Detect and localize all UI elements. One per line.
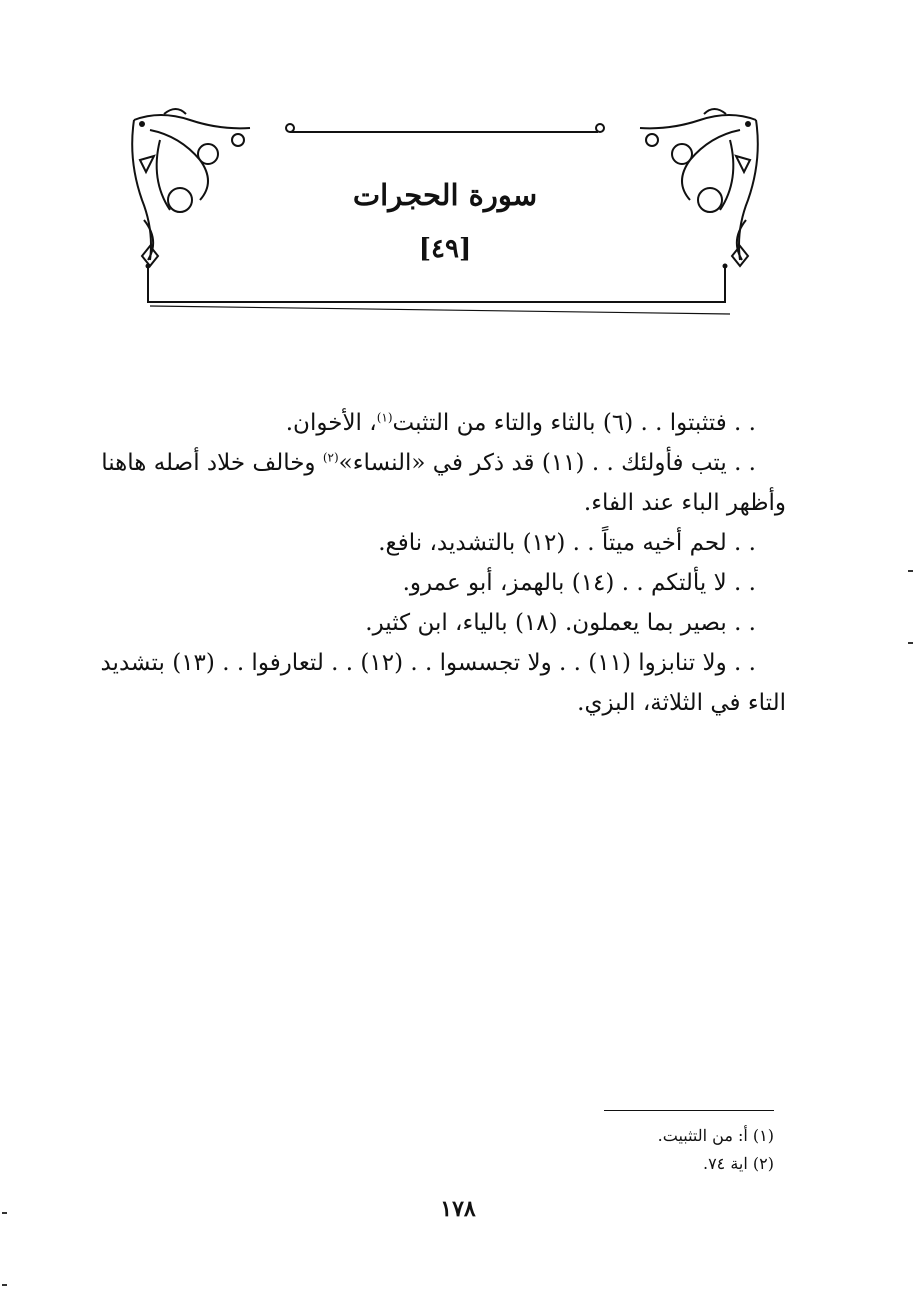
text-line (88, 683, 786, 723)
scan-mark (2, 1284, 7, 1286)
footnote-ref: (٢) (322, 450, 339, 465)
line-text: . . فتثبتوا . . (٦) بالثاء والتاء من التثبت (392, 410, 756, 436)
line-text: . . لا يألتكم . . (١٤) بالهمز، أبو عمرو. (402, 570, 756, 596)
scan-mark (908, 642, 913, 644)
footnote-ref: (١) (376, 410, 393, 425)
line-text: التاء في الثلاثة، البزي. (577, 690, 786, 716)
line-text: . . ولا تنابزوا (١١) . . ولا تجسسوا . . (١٢) . . لتعارفوا . . (١٣) بتشديد (100, 650, 756, 676)
line-text: وأظهر الباء عند الفاء. (583, 490, 786, 516)
ornamental-title-frame (120, 100, 770, 320)
line-text: . . يتب فأولئك . . (١١) قد ذكر في «النساء» (338, 450, 756, 476)
line-text: . . لحم أخيه ميتاً . . (١٢) بالتشديد، نافع. (378, 530, 756, 556)
line-text: وخالف خلاد أصله هاهنا (101, 450, 323, 476)
text-line (88, 603, 786, 643)
text-line (88, 483, 786, 523)
body-text (88, 403, 786, 723)
footnote-divider (604, 1110, 774, 1111)
line-text: ، الأخوان. (285, 410, 377, 436)
text-line (88, 563, 786, 603)
text-line (88, 523, 786, 563)
text-line (88, 403, 786, 443)
footnote-1: (١) أ: من التثبيت. (657, 1126, 774, 1145)
scan-mark (2, 1212, 7, 1214)
surah-number: [٤٩] (418, 234, 472, 264)
footnotes (580, 1122, 774, 1178)
surah-title: سورة الحجرات (352, 178, 538, 212)
scan-mark (908, 570, 913, 572)
line-text: . . بصير بما يعملون. (١٨) بالياء، ابن كثير. (365, 610, 756, 636)
text-line (88, 443, 786, 483)
page-number: ١٧٨ (440, 1196, 476, 1222)
text-line (88, 643, 786, 683)
footnote-2: (٢) اية ٧٤. (702, 1154, 774, 1173)
